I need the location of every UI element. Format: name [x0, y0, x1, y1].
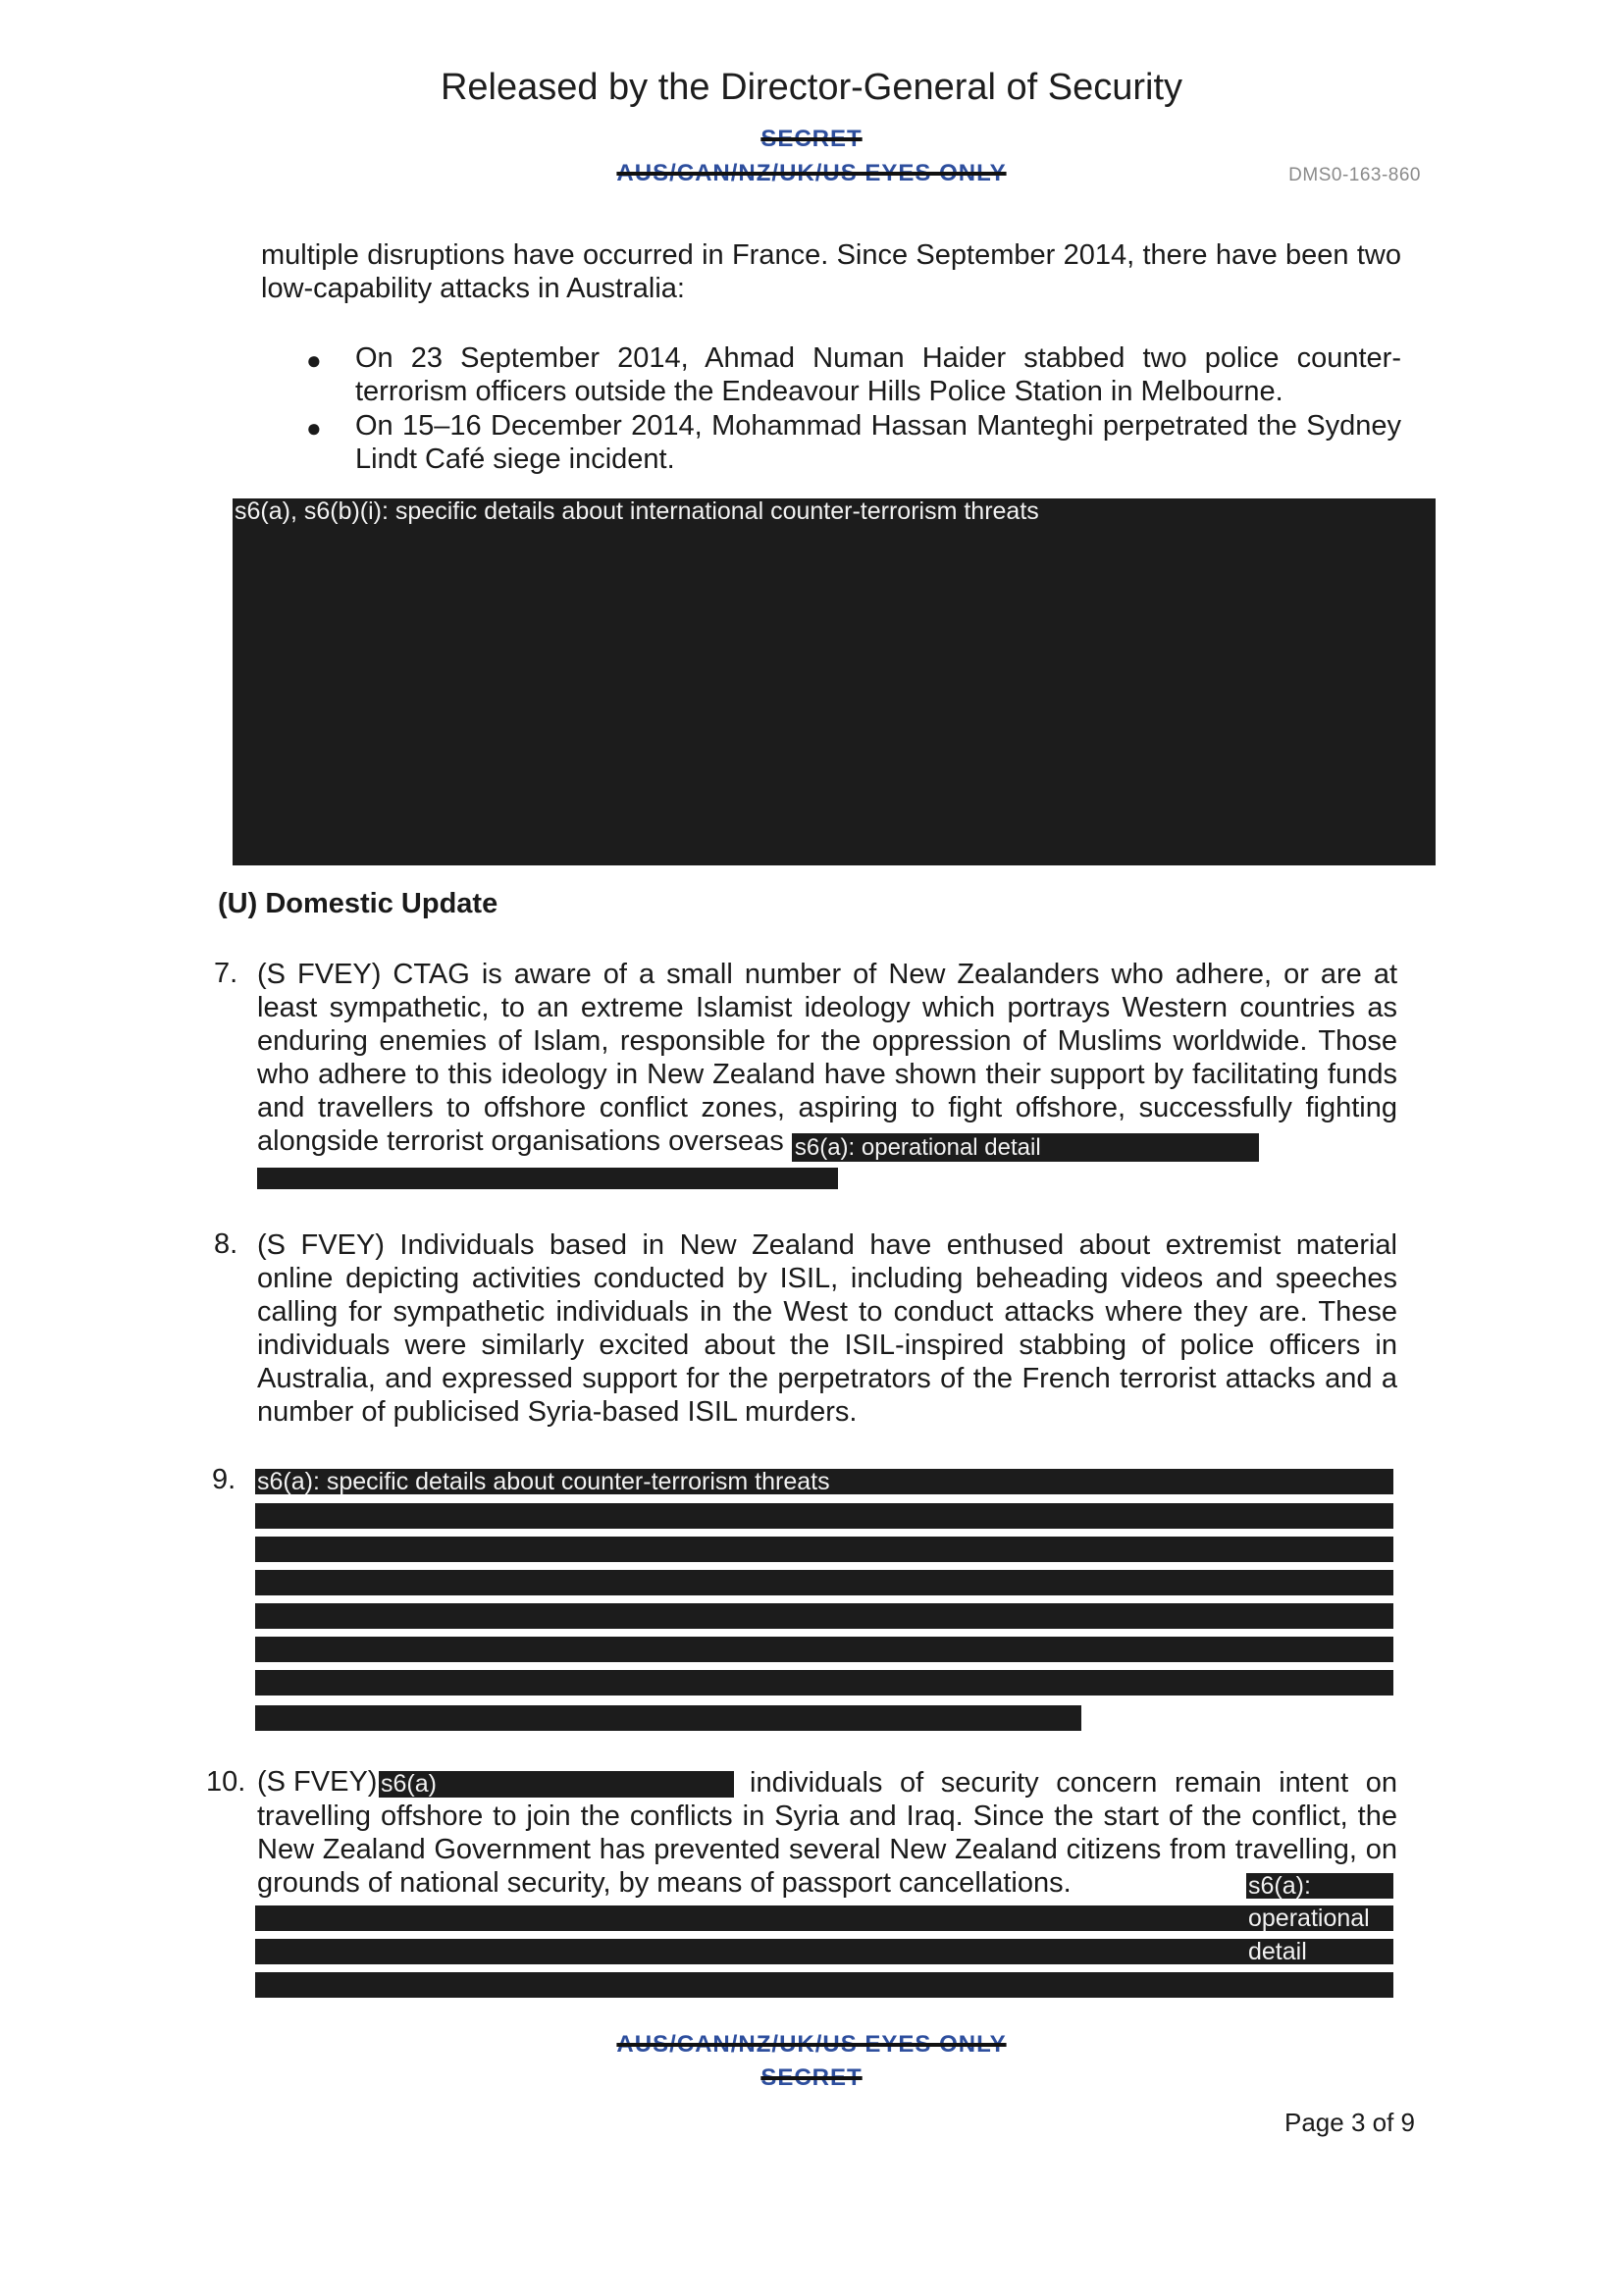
bullet-item-lindt: On 15–16 December 2014, Mohammad Hassan Manteghi perpetrated the Sydney Lindt Café siege incident. [355, 410, 1401, 475]
redaction-bar [257, 1168, 838, 1189]
paragraph-number-7: 7. [214, 958, 238, 989]
redaction-label: s6(a): specific details about counter-terrorism threats [257, 1468, 830, 1495]
classification-caveat-bottom [0, 2031, 1623, 2059]
redaction-label: detail [1248, 1938, 1307, 1965]
redaction-bar [255, 1603, 1393, 1629]
document-id: DMS0-163-860 [1288, 165, 1421, 185]
redaction-bar [255, 1537, 1393, 1562]
page-number: Page 3 of 9 [1284, 2108, 1415, 2137]
classification-marking-bottom [0, 2064, 1623, 2092]
classification-secret: SECRET [760, 126, 863, 152]
redaction-label: operational [1248, 1905, 1370, 1932]
redaction-label: s6(a) [381, 1770, 437, 1798]
paragraph-number-8: 8. [214, 1228, 238, 1260]
redaction-bar [255, 1570, 1393, 1595]
redaction-block-p9 [255, 1469, 1393, 1494]
document-header-title: Released by the Director-General of Security [440, 67, 1183, 108]
redaction-block-international [233, 498, 1436, 865]
redaction-bar [255, 1637, 1393, 1662]
classification-secret: SECRET [760, 2064, 863, 2091]
redaction-bar [255, 1670, 1393, 1696]
intro-paragraph: multiple disruptions have occurred in France. Since September 2014, there have been two low-capability attacks in Australia: [261, 239, 1401, 304]
paragraph-number-9: 9. [212, 1464, 236, 1495]
bullet-item-haider: On 23 September 2014, Ahmad Numan Haider stabbed two police counter-terrorism officers outside the Endeavour Hills Police Station in Melbourne. [355, 342, 1401, 407]
redaction-bar [1246, 1873, 1393, 1899]
redaction-bar [255, 1705, 1081, 1731]
redaction-bar [255, 1939, 1393, 1964]
redaction-bar [255, 1972, 1393, 1998]
classification-eyes-only: AUS/CAN/NZ/UK/US EYES ONLY [616, 160, 1007, 186]
redaction-inline-p7: s6(a): operational detail [792, 1133, 1259, 1162]
classification-eyes-only: AUS/CAN/NZ/UK/US EYES ONLY [616, 2031, 1007, 2058]
redaction-bar [255, 1905, 1393, 1931]
paragraph-10-text: individuals of security concern remain intent on travelling offshore to join the conflicts in Syria and Iraq. Since the start of the conflict, the New Zealand Government has prevented several New Zealand citizens from travelling, on grounds of national security, by means of passport cancellations. [257, 1767, 1397, 1899]
bullet-icon: ● [306, 345, 322, 375]
paragraph-8: (S FVEY) Individuals based in New Zealand have enthused about extremist material online depicting activities conducted by ISIL, including beheading videos and speeches calling for sympathetic individuals in the West to conduct attacks where they are. These individuals were similarly excited about the ISIL-inspired stabbing of police officers in Australia, and expressed support for the perpetrators of the French terrorist attacks and a number of publicised Syria-based ISIL murders. [257, 1229, 1397, 1428]
bullet-icon: ● [306, 413, 322, 443]
redaction-label: s6(a): [1248, 1872, 1311, 1900]
redaction-bar [255, 1503, 1393, 1529]
paragraph-number-10: 10. [206, 1766, 246, 1798]
paragraph-7-text: (S FVEY) CTAG is aware of a small number of New Zealanders who adhere, or are at least sympathetic, to an extreme Islamist ideology which portrays Western countries as enduring enemies of Islam, responsible for the oppression of Muslims worldwide. Those who adhere to this ideology in New Zealand have shown their support by facilitating funds and travellers to offshore conflict zones, aspiring to fight offshore, successfully fighting alongside terrorist organisations overseas [257, 959, 1397, 1157]
paragraph-7 [257, 958, 1397, 1162]
section-heading-domestic-update: (U) Domestic Update [218, 888, 498, 919]
paragraph-10-prefix: (S FVEY) [257, 1766, 378, 1798]
redaction-label: s6(a), s6(b)(i): specific details about international counter-terrorism threats [235, 497, 1039, 525]
classification-marking-top [0, 126, 1623, 153]
